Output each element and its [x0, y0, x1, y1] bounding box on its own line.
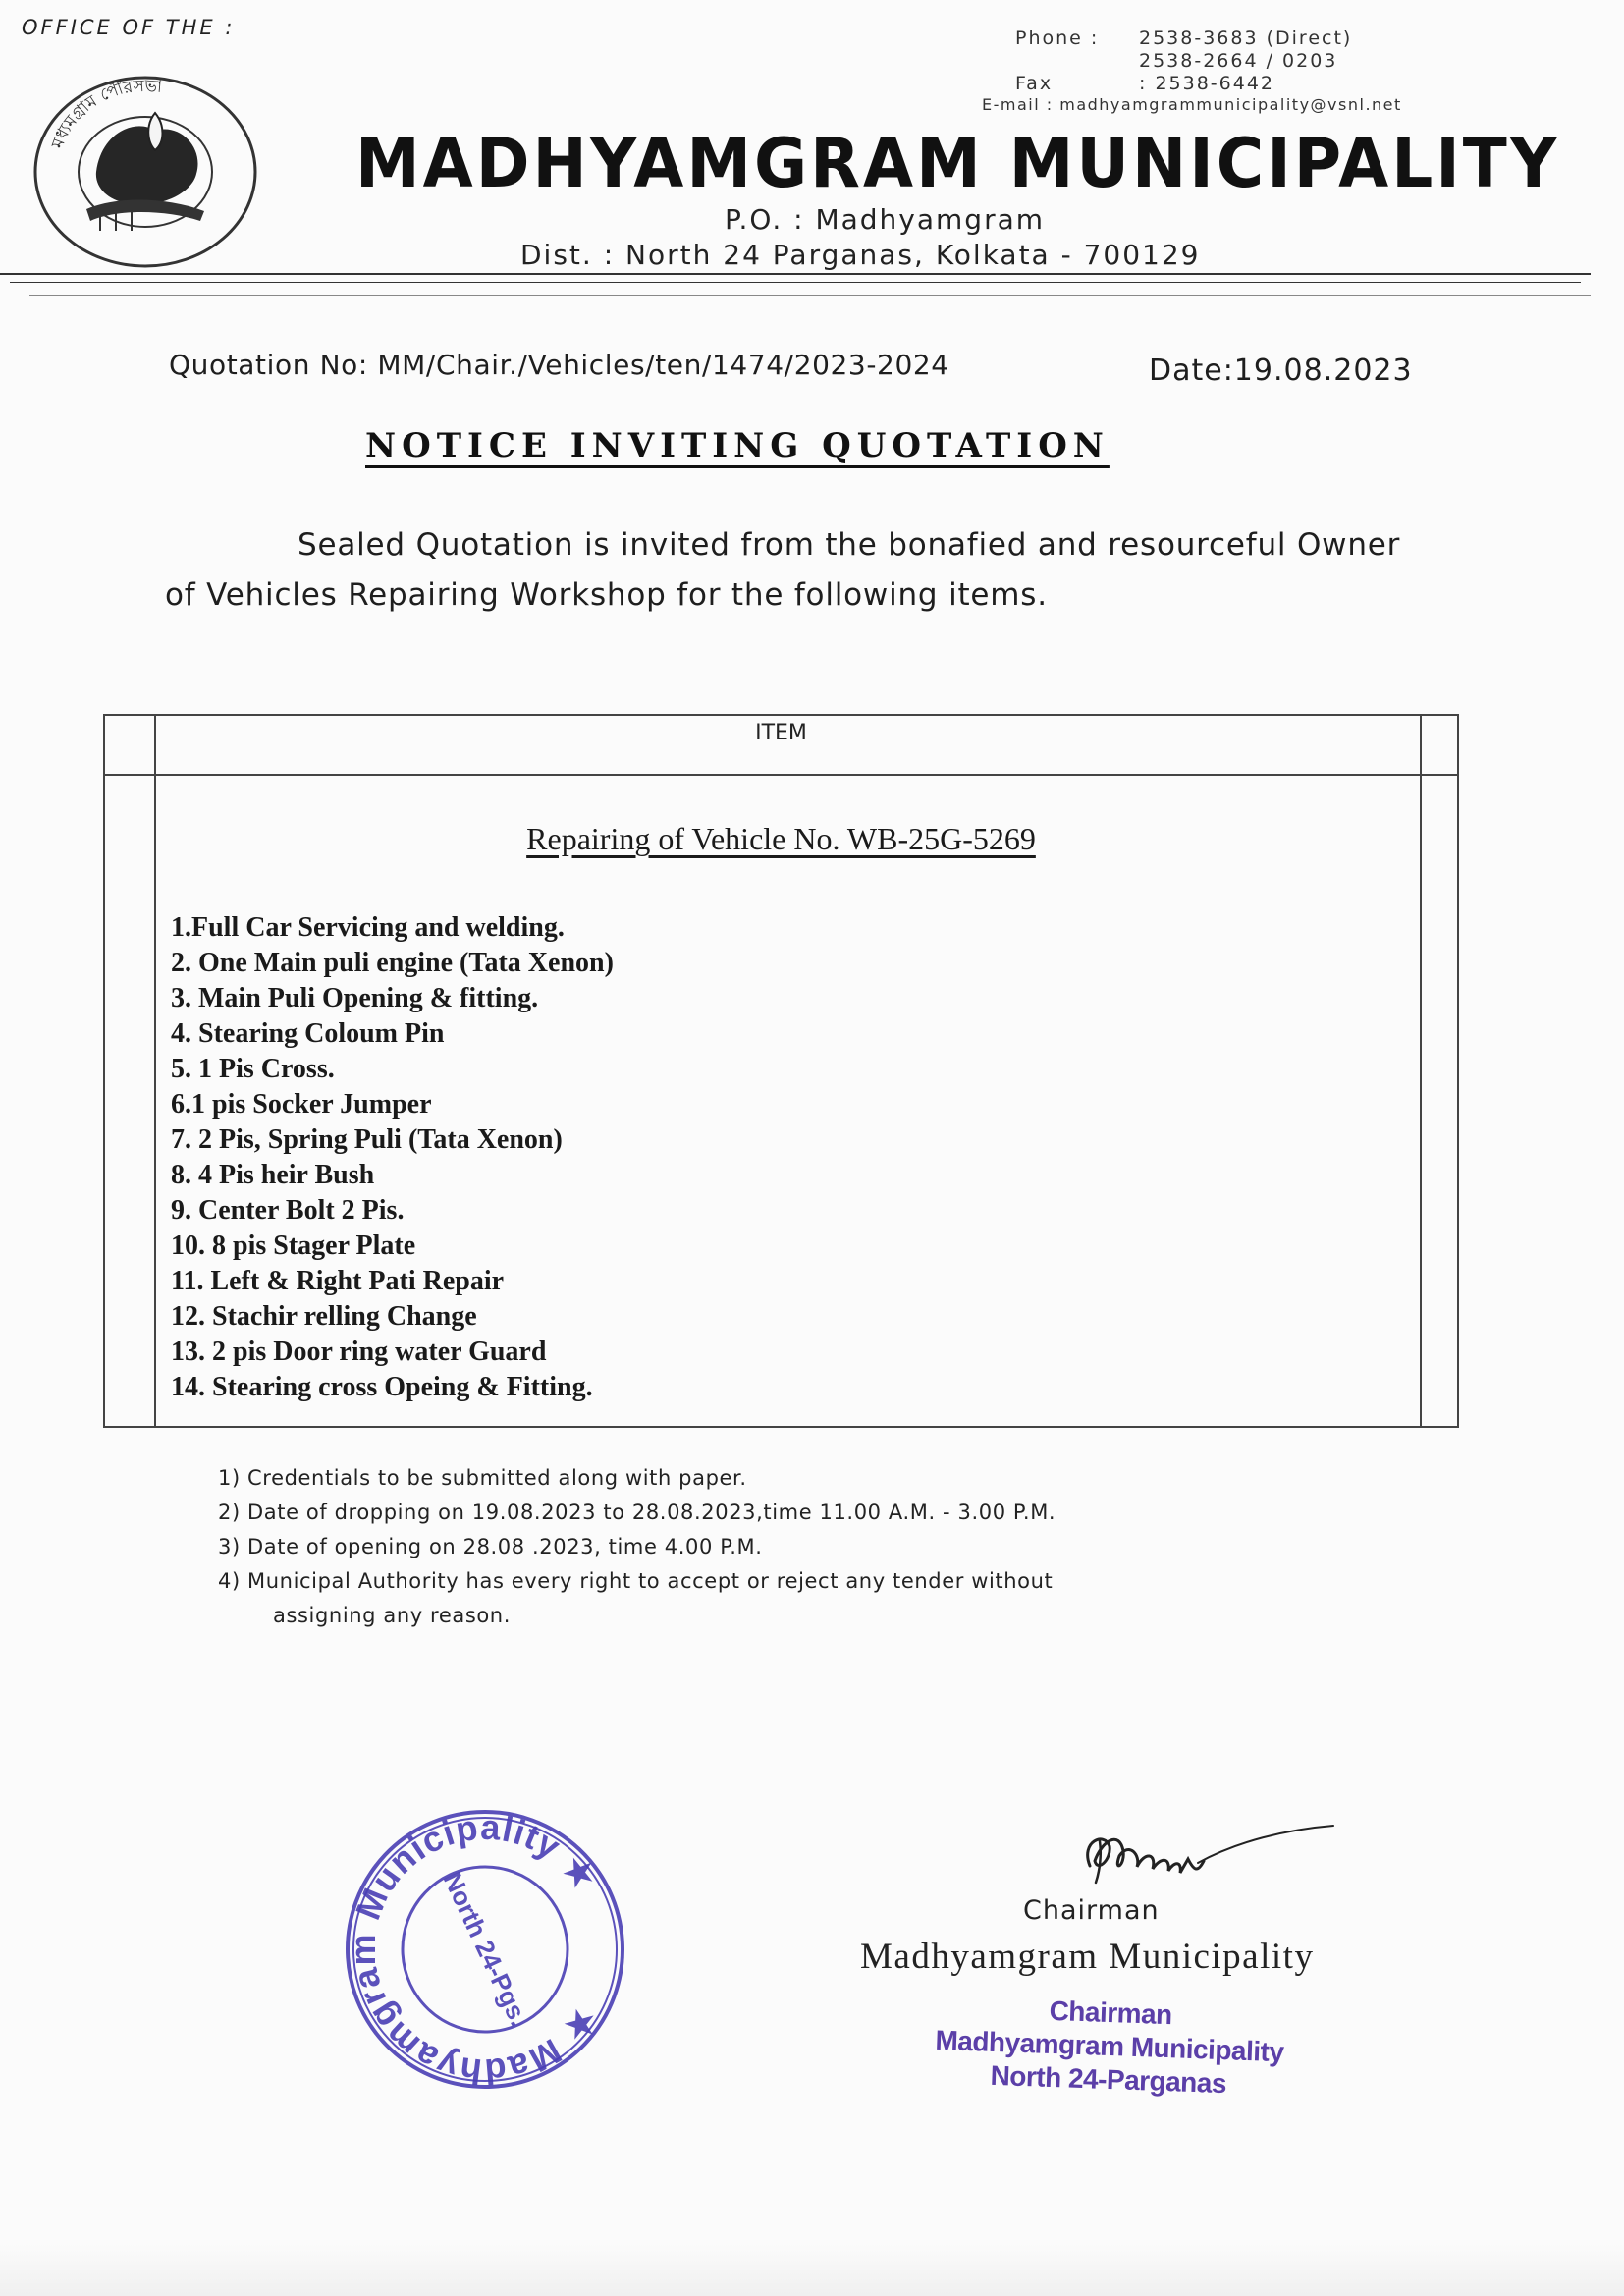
list-item: 8. 4 Pis heir Bush [171, 1160, 375, 1190]
stamp-outer-text: ★ Madhyamgram Municipality ★ [342, 1806, 607, 2093]
office-label: OFFICE OF THE : [22, 16, 236, 39]
quotation-number: Quotation No: MM/Chair./Vehicles/ten/1474/2023-2024 [169, 349, 949, 381]
intro-paragraph: Sealed Quotation is invited from the bonafied and resourceful Owner of Vehicles Repairing Workshop for the following items. [165, 527, 1401, 613]
contact-block [982, 27, 1565, 118]
condition-item: 2) Date of dropping on 19.08.2023 to 28.08.2023,time 11.00 A.M. - 3.00 P.M. [218, 1501, 1056, 1524]
header-rule [10, 282, 1581, 283]
logo-text: মধ্যমগ্রাম পৌরসভা [47, 76, 163, 151]
email-address: E-mail : madhyamgrammunicipality@vsnl.net [982, 95, 1402, 114]
seal-line: North 24-Parganas [990, 2059, 1227, 2100]
stamp-inner-text: North 24-Pgs. [437, 1867, 535, 2031]
post-office: P.O. : Madhyamgram [725, 203, 1046, 236]
municipality-seal-logo [18, 64, 273, 270]
list-item: 2. One Main puli engine (Tata Xenon) [171, 948, 614, 978]
condition-item: 1) Credentials to be submitted along with paper. [218, 1466, 747, 1490]
list-item: 7. 2 Pis, Spring Puli (Tata Xenon) [171, 1124, 563, 1155]
list-item: 14. Stearing cross Opeing & Fitting. [171, 1372, 593, 1402]
condition-item: 3) Date of opening on 28.08 .2023, time 4.00 P.M. [218, 1535, 763, 1558]
list-item: 11. Left & Right Pati Repair [171, 1266, 505, 1296]
list-item: 4. Stearing Coloum Pin [171, 1018, 445, 1049]
seal-line: Chairman [1049, 1995, 1173, 2031]
table-border [105, 774, 1457, 776]
designation-seal [931, 1991, 1287, 2104]
vehicle-heading: Repairing of Vehicle No. WB-25G-5269 [526, 821, 1036, 856]
header-rule [29, 295, 1591, 296]
list-item: 13. 2 pis Door ring water Guard [171, 1337, 547, 1367]
phone-label: Phone : [1015, 27, 1100, 49]
list-item: 12. Stachir relling Change [171, 1301, 477, 1332]
list-item: 3. Main Puli Opening & fitting. [171, 983, 539, 1013]
notice-title: NOTICE INVITING QUOTATION [365, 426, 1110, 465]
signatory-title: Chairman [1023, 1895, 1160, 1926]
seal-line: Madhyamgram Municipality [934, 2024, 1285, 2068]
list-item: 5. 1 Pis Cross. [171, 1054, 335, 1084]
list-item: 6.1 pis Socker Jumper [171, 1089, 432, 1120]
phone-other: 2538-2664 / 0203 [1139, 50, 1338, 72]
signatory-org: Madhyamgram Municipality [860, 1937, 1315, 1977]
header-rule [0, 273, 1591, 275]
list-item: 10. 8 pis Stager Plate [171, 1230, 416, 1261]
list-item: 9. Center Bolt 2 Pis. [171, 1195, 405, 1226]
list-item: 1.Full Car Servicing and welding. [171, 912, 565, 943]
handwritten-signature-icon [1051, 1812, 1335, 1900]
district-address: Dist. : North 24 Parganas, Kolkata - 700129 [520, 239, 1201, 271]
fax-number: : 2538-6442 [1139, 73, 1275, 94]
page-edge-shade [0, 2244, 1624, 2296]
item-table [103, 714, 1459, 1428]
conditions-list [218, 1461, 1056, 1633]
round-office-stamp-icon [338, 1802, 632, 2097]
condition-item: 4) Municipal Authority has every right to accept or reject any tender without [218, 1569, 1054, 1593]
fax-label: Fax [1015, 73, 1054, 94]
condition-item: assigning any reason. [273, 1604, 511, 1627]
table-header: ITEM [755, 721, 807, 745]
org-name: MADHYAMGRAM MUNICIPALITY [355, 124, 1560, 203]
items-list [171, 910, 614, 1405]
quotation-date: Date:19.08.2023 [1149, 354, 1413, 388]
phone-direct: 2538-3683 (Direct) [1139, 27, 1353, 49]
